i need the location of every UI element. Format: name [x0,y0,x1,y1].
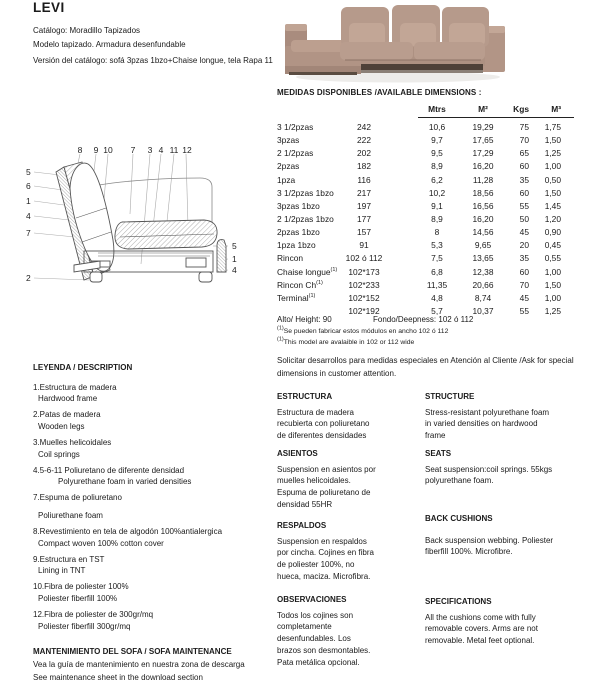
section-body: Estructura de madera recubierta con poliuretano de diferentes densidades [277,407,370,441]
version-line: Versión del catálogo: sofá 3pzas 1bzo+Chaise longue, tela Rapa 11 [33,56,273,65]
row-label: Rincon [277,253,304,264]
section-heading: SEATS [425,449,452,458]
row-mtrs: 5,7 [431,305,443,316]
row-m3: 1,50 [544,187,561,198]
row-label: Rincon Ch$^{(1)}$ [277,279,323,290]
section-specifications [425,596,557,647]
front-leg [90,272,102,282]
legend-item-en: Polyurethane foam in varied densities [58,477,192,487]
row-kgs: 45 [519,227,529,238]
row-m2: 16,56 [472,200,494,211]
table-row [277,227,589,240]
section-body: Seat suspension:coil springs. 55kgs polyurethane foam. [425,464,553,486]
callout-number: 5 [232,241,237,251]
row-mtrs: 7,5 [431,253,443,264]
row-m2: 8,74 [474,292,492,303]
callout-number: 9 [93,145,99,155]
row-mtrs: 6,2 [431,174,443,185]
section-body: Todos los cojines son completamente desenfundables. Los brazos son desmontables. Pata metálica opcional. [277,610,371,667]
legend-item [33,382,285,405]
section-body: Suspension en asientos por muelles helicoidales. Espuma de poliuretano de densidad 55HR [277,464,376,509]
row-mtrs: 4,8 [431,292,443,303]
row-m3: 1,20 [544,213,561,224]
section-back-cushions [425,513,557,558]
row-size: 157 [357,227,371,238]
section-structure [425,391,557,442]
section-heading: ESTRUCTURA [277,392,333,401]
callout-number: 2 [26,273,31,283]
model-line: Modelo tapizado. Armadura desenfundable [33,40,186,49]
maintenance-heading: MANTENIMIENTO DEL SOFA / SOFA MAINTENANCE [33,647,232,656]
row-kgs: 65 [519,148,529,159]
legend-item-en: Poliurethane foam [38,510,103,520]
row-kgs: 35 [519,253,529,264]
callout-number: 6 [26,181,31,191]
row-m2: 11,28 [472,174,494,185]
row-label: 1pza [277,174,296,185]
row-label: 2 1/2pzas 1bzo [277,213,334,224]
table-row [277,280,589,293]
row-kgs: 70 [519,279,529,290]
row-m3: 1,00 [544,266,561,277]
row-kgs: 50 [519,213,529,224]
page-title: LEVI [33,0,65,15]
maintenance-line-en: See maintenance sheet in the download section [33,673,203,682]
row-label: 3 1/2pzas [277,122,314,132]
callout-number: 1 [26,196,31,206]
catalog-line: Catálogo: Moradillo Tapizados [33,26,141,35]
row-label: Terminal$^{(1)}$ [277,292,316,303]
legend-item-en: Coil springs [38,449,80,459]
row-m2: 16,20 [472,213,494,224]
callout-number: 3 [147,145,153,155]
callout-number: 1 [232,254,237,264]
row-label: 3pzas 1bzo [277,200,320,211]
row-size: 217 [357,187,371,198]
row-kgs: 45 [519,292,529,303]
legend-item [33,437,285,460]
row-label: Chaise longue$^{(1)}$ [277,266,338,277]
row-m2: 9,65 [474,240,492,251]
row-size: 102*173 [348,266,380,277]
table-row [277,240,589,253]
row-m2: 17,65 [472,135,494,146]
sofa-photo-body [285,5,505,75]
sofa-photo [283,0,508,84]
table-row [277,135,589,148]
section-heading: RESPALDOS [277,521,327,530]
row-size: 102 ó 112 [345,253,383,264]
row-label: 2 1/2pzas [277,148,314,159]
legend-item-es: 3.Muelles helicoidales [33,437,112,447]
row-size: 197 [357,200,371,211]
table-row [277,188,589,201]
table-row [277,175,589,188]
row-size: 222 [357,135,371,146]
row-m3: 0,55 [544,253,561,264]
section-body: All the cushions come with fully removable covers. Arms are not removable. Metal feet optional. [425,612,538,646]
row-m2: 14,56 [472,227,494,238]
row-m3: 1,50 [544,279,561,290]
table-row [277,293,589,306]
row-label: 2pzas 1bzo [277,227,320,238]
legend-item [33,492,285,521]
callout-number: 4 [158,145,164,155]
dimensions-heading: MEDIDAS DISPONIBLES /AVAILABLE DIMENSIONS : [277,88,482,97]
row-m3: 1,00 [544,292,561,303]
callout-number: 11 [169,145,179,155]
row-size: 102*233 [348,279,380,290]
back-leg [199,272,212,282]
section-body: Suspension en respaldos por cincha. Cojines en fibra de poliester 100%, no hueca, maciza. Microfibra. [277,536,374,581]
row-size: 102*192 [348,305,380,316]
row-m2: 10,37 [472,305,494,316]
col-header-m2: M² [478,104,488,114]
legend-item-es: 8.Revestimiento en tela de algodón 100%antialergica [33,527,223,537]
footnote-en: $^{(1)}$This model are avalaible in 102 or 112 wide [277,336,415,346]
row-kgs: 70 [519,135,529,146]
section-heading: BACK CUSHIONS [425,514,493,523]
special-dimensions-note: Solicitar desarrollos para medidas especiales en Atención al Cliente /Ask for special dimensions in customer attention. [277,356,574,378]
row-m3: 1,50 [544,135,561,146]
row-mtrs: 10,2 [428,187,446,198]
legend-item [33,554,285,577]
table-row [277,267,589,280]
row-mtrs: 8,9 [431,161,443,172]
row-kgs: 75 [519,122,529,132]
legend-heading: LEYENDA / DESCRIPTION [33,363,133,372]
legend-item-en: Poliester fiberfill 100% [38,594,118,603]
table-row [277,122,589,135]
row-m2: 18,56 [472,187,494,198]
row-m2: 17,29 [472,148,494,159]
table-row [277,214,589,227]
legend-item-es: 1.Estructura de madera [33,382,117,392]
table-row [277,201,589,214]
row-m3: 0,45 [544,240,561,251]
section-heading: SPECIFICATIONS [425,597,492,606]
sofa-cross-section-drawing [0,134,262,314]
row-m3: 1,75 [544,122,561,132]
row-m3: 1,00 [544,161,561,172]
callout-number: 7 [130,145,136,155]
maintenance-section [33,645,245,684]
legend-item-en: Poliester fiberfill 300gr/mq [38,621,131,631]
section-diagram [0,134,262,314]
callout-number: 8 [77,145,83,155]
legend-item [33,409,285,432]
section-respaldos [277,520,377,583]
row-size: 242 [357,122,371,132]
section-estructura [277,391,377,442]
table-header-row [277,104,589,122]
callout-number: 5 [26,167,31,177]
row-mtrs: 9,7 [431,135,443,146]
dimensions-table [277,104,589,319]
col-header-mtrs: Mtrs [428,104,446,114]
legend-item-es: 12.Fibra de poliester de 300gr/mq [33,610,154,620]
legend-item-en: Hardwood frame [38,394,98,404]
row-kgs: 55 [519,200,529,211]
row-kgs: 60 [519,266,529,277]
row-mtrs: 8,9 [431,213,443,224]
row-m3: 1,25 [544,305,561,316]
section-seats [425,448,557,487]
legend-section [33,362,285,637]
row-m2: 19,29 [472,122,494,132]
row-mtrs: 9,5 [431,148,443,159]
row-m2: 20,66 [472,279,494,290]
legend-item-es: 2.Patas de madera [33,410,101,420]
height-label: Alto/ Height: 90 [277,315,332,324]
row-label: 1pza 1bzo [277,240,316,251]
row-size: 202 [357,148,371,159]
row-size: 102*152 [348,292,380,303]
row-label: 2pzas [277,161,300,172]
row-mtrs: 10,6 [428,122,446,132]
row-m3: 0,90 [544,227,561,238]
back-cushion [70,163,114,271]
footnote-es: $^{(1)}$Se pueden fabricar estos módulos en ancho 102 ó 112 [277,325,449,335]
header-underline [418,117,574,118]
section-body: Stress-resistant polyurethane foam in varied densities on hardwood frame [425,407,550,441]
col-header-m3: M³ [551,104,561,114]
row-label: 3pzas [277,135,300,146]
legend-item-en: Compact woven 100% cotton cover [38,538,164,548]
table-row [277,161,589,174]
row-mtrs: 8 [434,227,440,238]
row-m3: 0,50 [544,174,561,185]
section-body: Back suspension webbing. Poliester fiberfill 100%. Microfibre. [425,535,554,557]
callout-number: 10 [103,145,113,155]
legend-item-es: 9.Estructura en TST [33,554,105,564]
legend-item-es: 10.Fibra de poliester 100% [33,582,129,592]
row-mtrs: 11,35 [426,279,448,290]
legend-item-es: 7.Espuma de poliuretano [33,493,122,503]
row-size: 116 [357,174,371,185]
row-kgs: 35 [519,174,529,185]
legend-item-en: Wooden legs [38,421,85,431]
table-row [277,253,589,266]
legend-item [33,465,285,488]
table-row [277,148,589,161]
row-kgs: 60 [519,161,529,172]
row-mtrs: 9,1 [431,200,443,211]
callout-number: 12 [182,145,192,155]
legend-item [33,609,285,632]
row-kgs: 20 [519,240,529,251]
section-heading: ASIENTOS [277,449,318,458]
section-observaciones [277,594,377,668]
legend-item [33,581,285,604]
col-header-kgs: Kgs [513,104,529,114]
section-asientos [277,448,377,511]
maintenance-line-es: Vea la guía de mantenimiento en nuestra zona de descarga [33,660,245,669]
height-depth-line [277,315,597,324]
section-heading: OBSERVACIONES [277,595,347,604]
legend-item [33,526,285,549]
row-size: 177 [357,213,371,224]
row-kgs: 60 [519,187,529,198]
legend-item-en: Lining in TNT [38,566,86,576]
row-mtrs: 5,3 [431,240,443,251]
depth-label: Fondo/Deepness: 102 ó 112 [373,315,474,324]
row-m3: 1,45 [544,200,561,211]
row-m2: 12,38 [472,266,494,277]
row-mtrs: 6,8 [431,266,443,277]
row-m2: 16,20 [472,161,494,172]
legend-item-es: 4.5-6-11 Poliuretano de diferente densidad [33,465,185,475]
section-heading: STRUCTURE [425,392,475,401]
row-size: 182 [357,161,371,172]
row-m3: 1,25 [544,148,561,159]
row-label: 3 1/2pzas 1bzo [277,187,334,198]
row-size: 91 [359,240,369,251]
front-rail [217,240,226,272]
row-m2: 13,65 [472,253,494,264]
callout-number: 4 [232,265,237,275]
row-kgs: 55 [519,305,529,316]
callout-number: 7 [26,228,31,238]
callout-number: 4 [26,211,31,221]
